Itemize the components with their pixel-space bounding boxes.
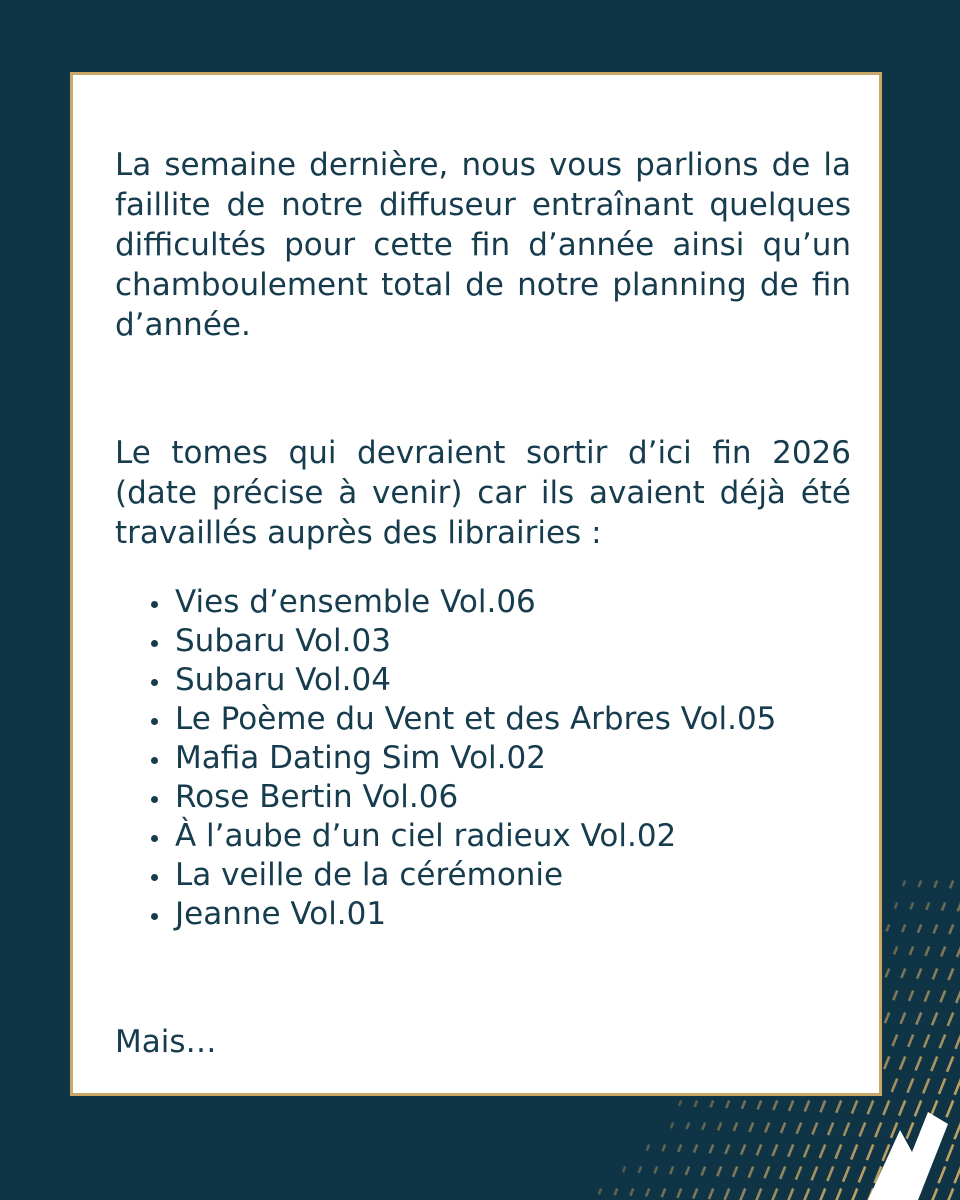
announcement-content (115, 145, 851, 1062)
gold-dash (938, 1078, 947, 1095)
gold-dash (925, 902, 930, 910)
gold-dash (890, 1122, 899, 1138)
gold-dash (913, 1144, 922, 1162)
gold-dash (885, 924, 890, 932)
gold-dash (755, 1188, 763, 1200)
gold-dash (899, 1056, 907, 1070)
stylized-n-logo-icon (868, 1112, 948, 1200)
gold-dash (771, 1144, 778, 1157)
gold-dash (677, 1144, 682, 1152)
book-list (115, 583, 851, 934)
gold-dash (940, 946, 946, 957)
gold-dash (953, 1166, 960, 1184)
gold-dash (913, 1188, 922, 1200)
gold-dash (947, 968, 954, 981)
gold-dash (827, 1122, 835, 1136)
gold-dash (739, 1188, 746, 1200)
gold-dash (733, 1122, 739, 1132)
gold-dash (810, 1166, 818, 1181)
gold-dash (905, 1166, 914, 1184)
gold-dash (645, 1188, 651, 1197)
gold-dash (873, 1166, 882, 1184)
gold-dash (787, 1144, 794, 1157)
gold-dash (786, 1188, 794, 1200)
gold-dash (771, 1188, 779, 1200)
gold-dash (891, 1078, 899, 1092)
gold-dash (902, 880, 907, 887)
gold-dash (924, 946, 930, 956)
gold-dash (865, 1188, 874, 1200)
gold-dash (740, 1144, 747, 1155)
gold-dash (932, 968, 939, 980)
gold-dash (866, 1100, 874, 1115)
gold-dash (653, 1166, 658, 1174)
gold-dash (693, 1100, 698, 1107)
gold-dash (748, 1166, 755, 1178)
gold-dash (709, 1100, 714, 1108)
gold-dash (661, 1188, 667, 1198)
gold-dash (893, 946, 899, 955)
gold-dash (909, 902, 914, 910)
gold-dash (725, 1100, 730, 1109)
gold-dash (850, 1144, 858, 1160)
gold-dash (933, 880, 938, 888)
gold-dash (938, 1034, 946, 1049)
gold-dash (685, 1166, 691, 1175)
gold-dash (676, 1188, 682, 1198)
gold-dash (732, 1166, 739, 1177)
gold-dash (835, 1100, 842, 1113)
gold-dash (897, 1144, 906, 1162)
gold-dash (929, 1188, 938, 1200)
gold-dash (629, 1188, 634, 1196)
gold-dash (858, 1166, 867, 1183)
gold-dash (708, 1188, 715, 1200)
gold-dash (909, 946, 915, 956)
gold-dash (717, 1122, 723, 1131)
gold-dash (716, 1166, 722, 1177)
gold-dash (917, 880, 922, 887)
list-item: La veille de la cérémonie (149, 856, 851, 895)
gold-dash (833, 1188, 842, 1200)
gold-dash (932, 924, 938, 934)
gold-dash (931, 1012, 939, 1026)
gold-dash (889, 1166, 898, 1184)
gold-dash (949, 880, 955, 889)
gold-dash (661, 1144, 666, 1152)
gold-dash (894, 902, 899, 909)
gold-dash (795, 1122, 802, 1134)
list-item: Subaru Vol.04 (149, 661, 851, 700)
gold-dash (763, 1166, 770, 1179)
gold-dash (892, 990, 898, 1001)
gold-dash (953, 1122, 960, 1140)
gold-dash (764, 1122, 770, 1133)
gold-dash (692, 1188, 698, 1199)
gold-dash (899, 1012, 906, 1024)
gold-dash (956, 946, 960, 958)
gold-dash (780, 1122, 787, 1134)
gold-dash (843, 1122, 851, 1136)
gold-dash (842, 1166, 851, 1182)
gold-dash (701, 1122, 706, 1130)
list-item: Rose Bertin Vol.06 (149, 778, 851, 817)
gold-dash (929, 1100, 938, 1117)
gold-dash (637, 1166, 642, 1173)
gold-dash (874, 1122, 882, 1138)
gold-dash (779, 1166, 786, 1179)
gold-dash (948, 924, 954, 935)
gold-dash (907, 1034, 914, 1047)
gold-dash (908, 990, 915, 1001)
upcoming-volumes-paragraph: Le tomes qui devraient sortir d’ici fin 2026 (date précise à venir) car ils avaient déjà été travaillés auprès des librairies : (115, 435, 851, 551)
list-item: Le Poème du Vent et des Arbres Vol.05 (149, 700, 851, 739)
gold-dash (826, 1166, 834, 1182)
gold-dash (881, 1188, 890, 1200)
gold-dash (669, 1166, 675, 1175)
gold-dash (929, 1144, 938, 1162)
gold-dash (678, 1100, 683, 1107)
gold-dash (685, 1122, 690, 1129)
gold-dash (866, 1144, 875, 1161)
gold-dash (858, 1122, 866, 1137)
gold-dash (937, 1122, 946, 1140)
gold-dash (901, 924, 906, 933)
closing-text: Mais… (115, 1024, 217, 1060)
gold-dash (937, 1166, 946, 1184)
gold-dash (819, 1144, 827, 1159)
gold-dash (914, 1056, 922, 1071)
gold-dash (881, 1144, 890, 1161)
gold-dash (930, 1056, 938, 1072)
gold-dash (804, 1100, 811, 1112)
announcement-card (70, 72, 882, 1096)
gold-dash (803, 1144, 811, 1158)
gold-dash (906, 1078, 914, 1093)
gold-dash (613, 1188, 618, 1196)
gold-dash (945, 1100, 954, 1118)
gold-dash (700, 1166, 706, 1176)
gold-dash (772, 1100, 778, 1111)
gold-dash (891, 1034, 898, 1047)
gold-dash (748, 1122, 754, 1132)
gold-dash (884, 1012, 891, 1024)
gold-dash (849, 1188, 858, 1200)
gold-dash (946, 1056, 955, 1072)
gold-dash (708, 1144, 714, 1154)
gold-dash (921, 1122, 930, 1140)
gold-dash (945, 1144, 954, 1162)
gold-dash (723, 1188, 730, 1200)
gold-dash (883, 1056, 890, 1070)
gold-dash (884, 968, 890, 978)
list-item: Mafia Dating Sim Vol.02 (149, 739, 851, 778)
gold-dash (898, 1100, 907, 1116)
gold-dash (954, 1034, 960, 1049)
gold-dash (897, 1188, 906, 1200)
gold-dash (953, 1078, 960, 1095)
gold-dash (917, 924, 923, 933)
gold-dash (811, 1122, 818, 1135)
gold-dash (905, 1122, 914, 1139)
gold-dash (851, 1100, 859, 1114)
gold-dash (724, 1144, 730, 1154)
gold-dash (670, 1122, 675, 1129)
gold-dash (916, 968, 923, 979)
gold-dash (882, 1100, 890, 1115)
gold-dash (900, 968, 906, 978)
gold-dash (598, 1188, 603, 1195)
gold-dash (622, 1166, 627, 1173)
gold-dash (955, 990, 960, 1003)
list-item: Jeanne Vol.01 (149, 895, 851, 934)
gold-dash (693, 1144, 699, 1153)
gold-dash (947, 1012, 955, 1026)
gold-dash (941, 902, 947, 911)
gold-dash (945, 1188, 954, 1200)
gold-dash (834, 1144, 842, 1159)
list-item: Vies d’ensemble Vol.06 (149, 583, 851, 622)
gold-dash (915, 1012, 922, 1025)
gold-dash (819, 1100, 826, 1113)
gold-dash (646, 1144, 651, 1151)
list-item: Subaru Vol.03 (149, 622, 851, 661)
gold-dash (795, 1166, 803, 1180)
gold-dash (788, 1100, 795, 1111)
gold-dash (939, 990, 946, 1003)
gold-dash (956, 902, 960, 912)
intro-paragraph: La semaine dernière, nous vous parlions de la faillite de notre diffuseur entraînant quelques difficultés pour cette fin d’année ainsi qu’un chamboulement total de notre planning de fin d’année. (115, 147, 851, 343)
gold-dash (756, 1100, 762, 1110)
gold-dash (921, 1166, 930, 1184)
gold-dash (923, 1034, 931, 1048)
gold-dash (802, 1188, 810, 1200)
gold-dash (924, 990, 931, 1002)
gold-dash (914, 1100, 923, 1117)
gold-dash (741, 1100, 747, 1109)
list-item: À l’aube d’un ciel radieux Vol.02 (149, 817, 851, 856)
gold-dash (818, 1188, 827, 1200)
gold-dash (756, 1144, 763, 1156)
gold-dash (922, 1078, 930, 1094)
